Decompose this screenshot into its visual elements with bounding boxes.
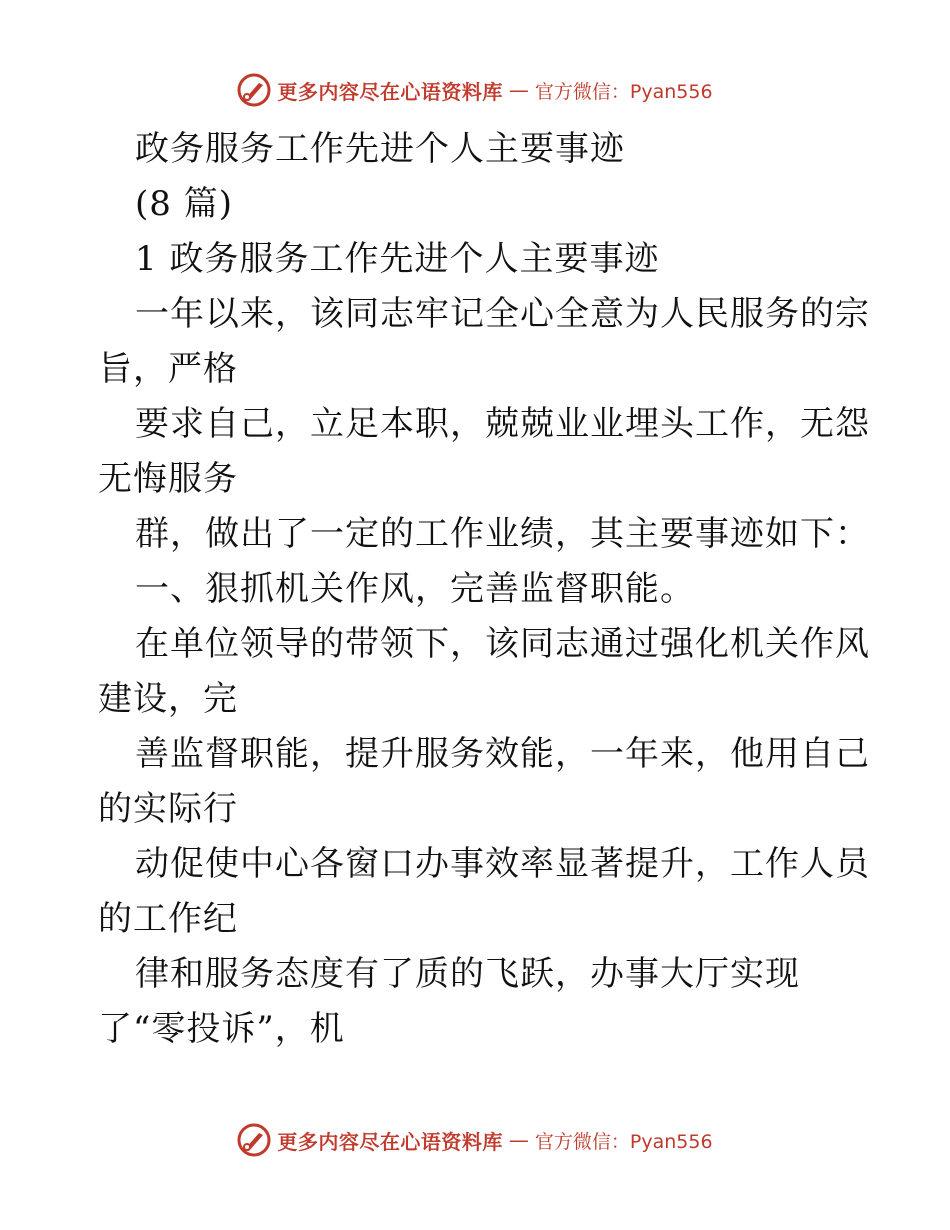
text-line: 律和服务态度有了质的飞跃，办事大厅实现 xyxy=(135,954,800,994)
text-line: 一、狠抓机关作风，完善监督职能。 xyxy=(135,569,695,609)
banner-separator: — xyxy=(508,1128,529,1152)
text-line: 的实际行 xyxy=(98,789,238,829)
banner-wechat-id: 官方微信：Pyan556 xyxy=(534,1130,713,1153)
footer-banner xyxy=(0,1120,950,1160)
text-line: 一年以来，该同志牢记全心全意为人民服务的宗 xyxy=(135,294,870,334)
banner-title: 更多内容尽在心语资料库 xyxy=(277,79,503,104)
banner-content xyxy=(237,1123,712,1157)
text-line: 在单位领导的带领下，该同志通过强化机关作风 xyxy=(135,624,870,664)
banner-title: 更多内容尽在心语资料库 xyxy=(277,1129,503,1154)
quill-logo-icon xyxy=(237,1123,271,1157)
text-line: 无悔服务 xyxy=(98,459,238,499)
text-line: 了“零投诉”，机 xyxy=(98,1009,345,1049)
banner-separator: — xyxy=(508,78,529,102)
text-line: 旨，严格 xyxy=(98,349,238,389)
banner-content xyxy=(237,73,712,107)
document-body xyxy=(98,122,870,1057)
text-line: 群，做出了一定的工作业绩，其主要事迹如下： xyxy=(135,514,870,554)
text-line: 政务服务工作先进个人主要事迹 xyxy=(135,129,625,169)
text-line: 善监督职能，提升服务效能，一年来，他用自己 xyxy=(135,734,870,774)
text-line: (8 篇) xyxy=(135,184,233,224)
text-line: 动促使中心各窗口办事效率显著提升，工作人员 xyxy=(135,844,870,884)
text-line: 的工作纪 xyxy=(98,899,238,939)
banner-wechat-id: 官方微信：Pyan556 xyxy=(534,80,713,103)
text-line: 建设，完 xyxy=(98,679,238,719)
text-line: 1 政务服务工作先进个人主要事迹 xyxy=(135,239,660,279)
header-banner xyxy=(0,70,950,110)
quill-logo-icon xyxy=(237,73,271,107)
text-line: 要求自己，立足本职，兢兢业业埋头工作，无怨 xyxy=(135,404,870,444)
